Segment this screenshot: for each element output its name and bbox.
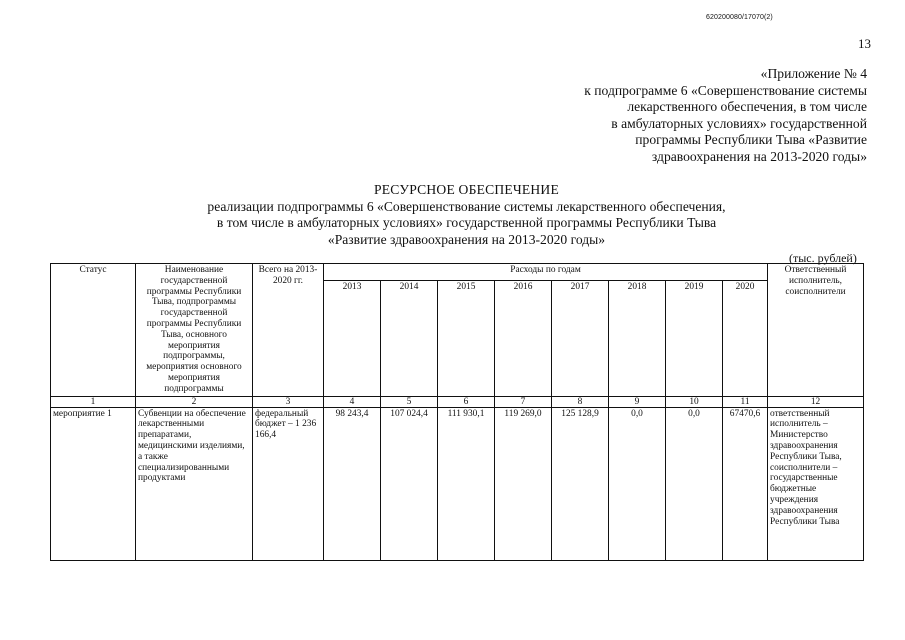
- appendix-line: в амбулаторных условиях» государственной: [611, 115, 867, 131]
- column-number: 12: [768, 396, 864, 407]
- heading-line: реализации подпрограммы 6 «Совершенствование системы лекарственного обеспечения,: [207, 198, 726, 214]
- row-value: 0,0: [609, 407, 666, 560]
- header-name: Наименование государственной программы Республики Тыва, подпрограммы государственной программы Республики Тыва, основного мероприятия подпрограммы, мероприятия основного мероприятия подпрограммы: [136, 264, 253, 397]
- header-year: 2020: [723, 281, 768, 396]
- appendix-line: «Приложение № 4: [760, 66, 867, 81]
- table-row: [51, 407, 864, 560]
- heading-title: РЕСУРСНОЕ ОБЕСПЕЧЕНИЕ: [374, 182, 559, 197]
- units-label: (тыс. рублей): [789, 251, 857, 265]
- row-value: 107 024,4: [381, 407, 438, 560]
- column-number: 4: [324, 396, 381, 407]
- row-responsible: ответственный исполнитель – Министерство здравоохранения Республики Тыва, соисполнители – государственные бюджетные учреждения здравоохранения Республики Тыва: [768, 407, 864, 560]
- row-status: мероприятие 1: [51, 407, 136, 560]
- appendix-line: лекарственного обеспечения, в том числе: [627, 99, 867, 115]
- header-status: Статус: [51, 264, 136, 397]
- header-year: 2017: [552, 281, 609, 396]
- document-id: 620200080/17070(2): [706, 14, 773, 21]
- column-number: 10: [666, 396, 723, 407]
- resource-table: [50, 263, 864, 561]
- column-number: 5: [381, 396, 438, 407]
- row-value: 67470,6: [723, 407, 768, 560]
- header-expenses: Расходы по годам: [324, 264, 768, 281]
- heading-line: в том числе в амбулаторных условиях» государственной программы Республики Тыва: [216, 215, 717, 231]
- row-value: 98 243,4: [324, 407, 381, 560]
- page-number: 13: [858, 36, 871, 51]
- header-year: 2018: [609, 281, 666, 396]
- header-responsible: Ответственный исполнитель, соисполнители: [768, 264, 864, 397]
- header-year: 2019: [666, 281, 723, 396]
- appendix-line: программы Республики Тыва «Развитие: [635, 132, 867, 148]
- column-number: 8: [552, 396, 609, 407]
- header-total: Всего на 2013-2020 гг.: [253, 264, 324, 397]
- column-number: 1: [51, 396, 136, 407]
- heading-line: «Развитие здравоохранения на 2013-2020 годы»: [327, 231, 606, 247]
- document-heading: [0, 182, 905, 248]
- appendix-line: к подпрограмме 6 «Совершенствование системы: [584, 82, 867, 98]
- header-year: 2013: [324, 281, 381, 396]
- column-number: 6: [438, 396, 495, 407]
- column-number: 7: [495, 396, 552, 407]
- row-value: 111 930,1: [438, 407, 495, 560]
- appendix-note: [507, 66, 867, 166]
- column-number: 11: [723, 396, 768, 407]
- row-total: федеральный бюджет – 1 236 166,4: [253, 407, 324, 560]
- header-year: 2014: [381, 281, 438, 396]
- row-name: Субвенции на обеспечение лекарственными препаратами, медицинскими изделиями, а также специализированными продуктами: [136, 407, 253, 560]
- appendix-line: здравоохранения на 2013-2020 годы»: [651, 148, 867, 164]
- column-number: 2: [136, 396, 253, 407]
- header-year: 2016: [495, 281, 552, 396]
- row-value: 0,0: [666, 407, 723, 560]
- column-number: 3: [253, 396, 324, 407]
- row-value: 119 269,0: [495, 407, 552, 560]
- header-year: 2015: [438, 281, 495, 396]
- row-value: 125 128,9: [552, 407, 609, 560]
- column-number: 9: [609, 396, 666, 407]
